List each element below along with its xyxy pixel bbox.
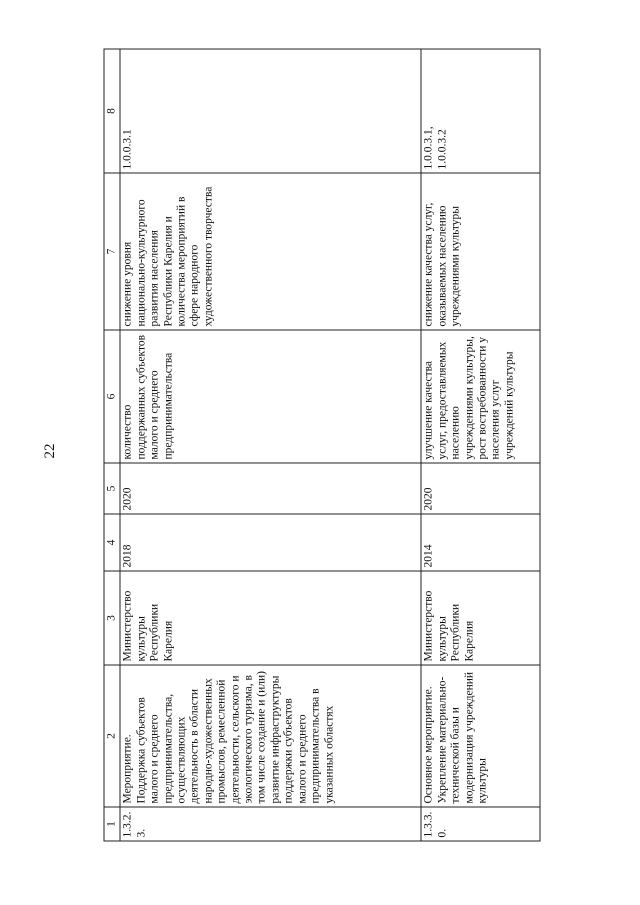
program-measures-table bbox=[103, 48, 540, 841]
cell-start-year: 2014 bbox=[421, 514, 540, 571]
cell-number: 1.3.2.3. bbox=[120, 807, 421, 841]
header-col-2: 2 bbox=[104, 665, 120, 807]
table-container bbox=[103, 49, 552, 841]
cell-end-year: 2020 bbox=[120, 463, 421, 514]
cell-indicator-link: 1.0.0.3.1, 1.0.0.3.2 bbox=[421, 49, 540, 173]
rotated-table-frame bbox=[103, 49, 552, 841]
header-row bbox=[104, 49, 120, 841]
header-col-3: 3 bbox=[104, 571, 120, 665]
cell-consequence: снижение качества услуг, оказываемых населению учреждениями культуры bbox=[421, 173, 540, 330]
cell-executor: Министерство культуры Республики Карелия bbox=[421, 571, 540, 665]
cell-number: 1.3.3.0. bbox=[421, 807, 540, 841]
cell-result: улучшение качества услуг, предоставляемых населению учреждениями культуры, рост востребованности у населения услуг учреждений культуры bbox=[421, 330, 540, 463]
header-col-1: 1 bbox=[104, 807, 120, 841]
header-col-4: 4 bbox=[104, 514, 120, 571]
header-col-6: 6 bbox=[104, 330, 120, 463]
header-col-7: 7 bbox=[104, 173, 120, 330]
cell-result: количество поддержанных субъектов малого и среднего предпринимательства bbox=[120, 330, 421, 463]
table-row bbox=[120, 49, 421, 841]
cell-consequence: снижение уровня национально-культурного развития населения Республики Карелия и количества мероприятий в сфере народного художественного творчества bbox=[120, 173, 421, 330]
cell-end-year: 2020 bbox=[421, 463, 540, 514]
cell-indicator-link: 1.0.0.3.1 bbox=[120, 49, 421, 173]
cell-executor: Министерство культуры Республики Карелия bbox=[120, 571, 421, 665]
table-row bbox=[421, 49, 540, 841]
page-number: 22 bbox=[42, 443, 58, 459]
header-col-8: 8 bbox=[104, 49, 120, 173]
cell-start-year: 2018 bbox=[120, 514, 421, 571]
header-col-5: 5 bbox=[104, 463, 120, 514]
cell-event: Основное мероприятие. Укрепление материально-технической базы и модернизация учреждений культуры bbox=[421, 665, 540, 807]
cell-event: Мероприятие. Поддержка субъектов малого и среднего предпринимательства, осуществляющих деятельность в области народно-художественных промыслов, ремесленной деятельности, сельского и экологического туризма, в том числе создание и (или) развитие инфраструктуры поддержки субъектов малого и среднего предпринимательства в указанных областях bbox=[120, 665, 421, 807]
